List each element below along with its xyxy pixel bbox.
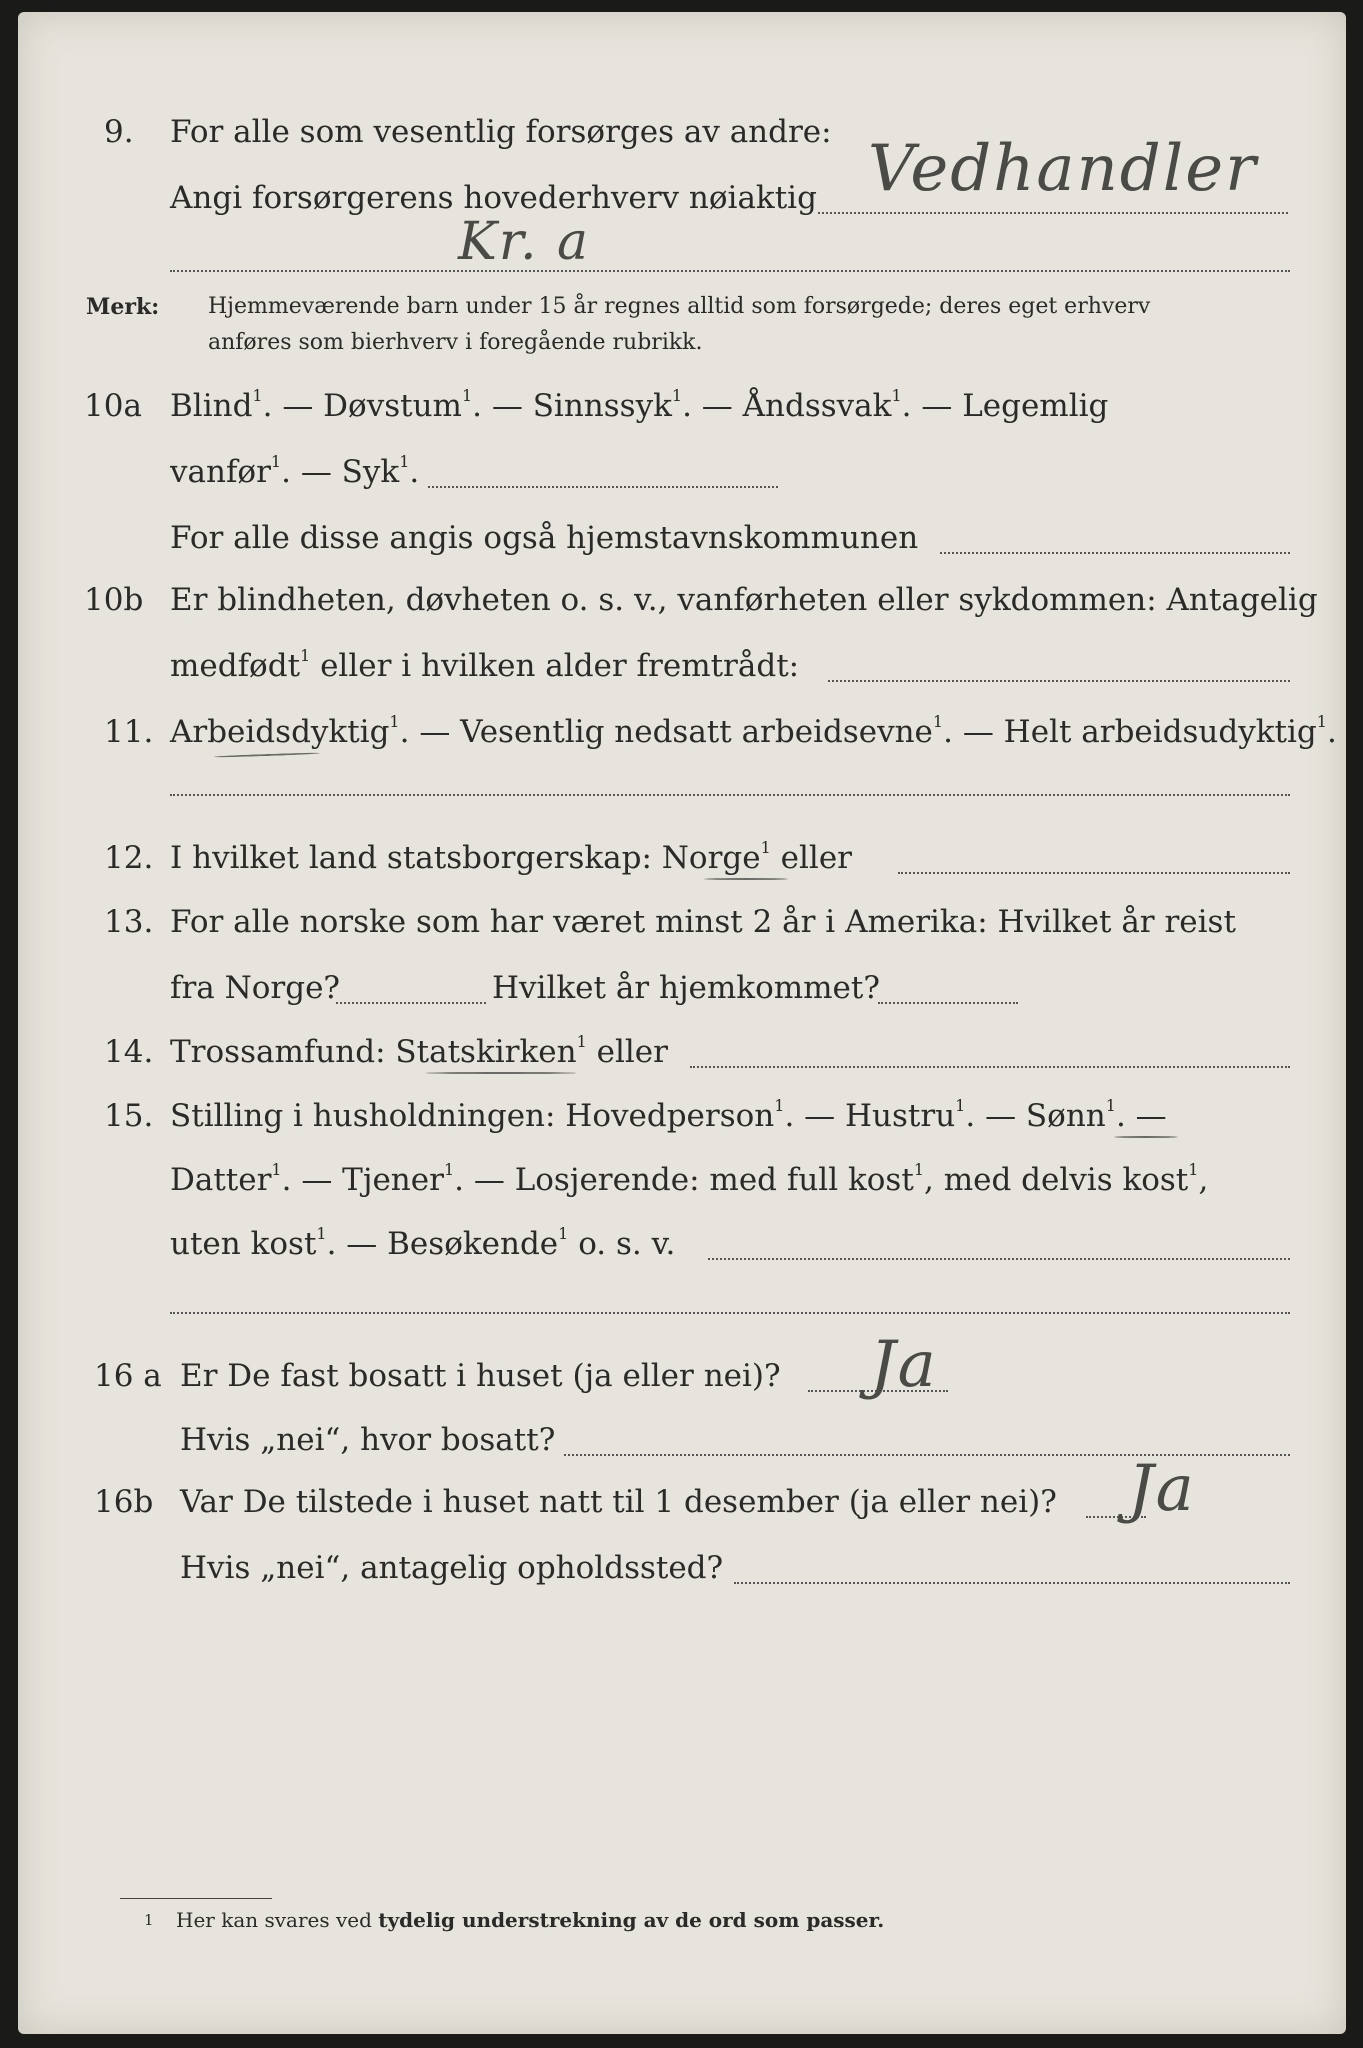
q9-handwritten-answer: Vedhandler	[868, 132, 1258, 206]
q12-underline-mark	[704, 878, 788, 880]
q10a-dovstum: Døvstum	[323, 388, 462, 424]
q16b-line2: Hvis „nei“, antagelig opholdssted?	[180, 1550, 724, 1586]
q9-answer-line-2	[170, 270, 1290, 272]
q16a-number: 16 a	[94, 1358, 162, 1394]
q11-line: Arbeidsdyktig$^1$. — Vesentlig nedsatt arbeidsevne$^1$. — Helt arbeidsudyktig$^1$.	[170, 712, 1337, 750]
q9-answer-line	[818, 212, 1288, 214]
q14-text: Trossamfund:	[170, 1034, 386, 1070]
q10a-sinnssyk: Sinnssyk	[532, 388, 672, 424]
q15-losjerende: Losjerende: med full kost	[514, 1162, 914, 1198]
q14-underline-mark	[426, 1072, 576, 1074]
q13-number: 13.	[104, 904, 154, 940]
q14-number: 14.	[104, 1034, 154, 1070]
q10b-line2: medfødt$^1$ eller i hvilken alder fremtrådt:	[170, 646, 800, 684]
q11-number: 11.	[104, 714, 154, 750]
q10a-line3: For alle disse angis også hjemstavnskommunen	[170, 520, 919, 556]
q16b-line1: Var De tilstede i huset natt til 1 desember (ja eller nei)?	[180, 1484, 1057, 1520]
q13-line1: For alle norske som har været minst 2 år i Amerika: Hvilket år reist	[170, 904, 1236, 940]
q15-sonn: Sønn	[1025, 1098, 1106, 1134]
q10a-line2: vanfør$^1$. — Syk$^1$.	[170, 452, 420, 490]
footnote-text	[176, 1906, 884, 1934]
q15-answer-line-2	[170, 1312, 1290, 1314]
form-body	[18, 12, 1346, 2034]
q10a-line1: Blind$^1$. — Døvstum$^1$. — Sinnssyk$^1$. — Åndssvak$^1$. — Legemlig	[170, 386, 1109, 424]
q11-arbeidsdyktig: Arbeidsdyktig	[170, 714, 390, 750]
q15-answer-line	[708, 1258, 1290, 1260]
q10a-blind: Blind	[170, 388, 253, 424]
q9-line1: For alle som vesentlig forsørges av andre:	[170, 114, 832, 150]
q14-line: Trossamfund: Statskirken$^1$ eller	[170, 1032, 668, 1070]
q15-underline-mark	[1114, 1136, 1178, 1138]
census-form-page	[18, 12, 1346, 2034]
footnote-text-a: Her kan svares ved	[176, 1908, 372, 1932]
q16a-handwritten-answer: Ja	[870, 1328, 938, 1402]
merk-line1: Hjemmeværende barn under 15 år regnes alltid som forsørgede; deres eget erhverv	[208, 294, 1151, 319]
footnote-text-b: tydelig understrekning av de ord som passer.	[378, 1908, 885, 1932]
footnote-rule	[120, 1898, 272, 1899]
q11-answer-line	[170, 794, 1290, 796]
q14-stat: Statskirken	[395, 1034, 577, 1070]
q15-line1: Stilling i husholdningen: Hovedperson$^1$. — Hustru$^1$. — Sønn$^1$. —	[170, 1096, 1167, 1134]
q10b-line1: Er blindheten, døvheten o. s. v., vanførheten eller sykdommen: Antagelig	[170, 582, 1318, 618]
q9-number: 9.	[104, 114, 134, 150]
q10b-line2-rest: eller i hvilken alder fremtrådt:	[320, 648, 800, 684]
q15-besokende: Besøkende	[387, 1226, 559, 1262]
merk-label: Merk:	[86, 294, 160, 320]
q15-line2: Datter$^1$. — Tjener$^1$. — Losjerende: med full kost$^1$, med delvis kost$^1$,	[170, 1160, 1209, 1198]
q14-answer-line	[690, 1066, 1290, 1068]
merk-line2: anføres som bierhverv i foregående rubrikk.	[208, 330, 703, 355]
q12-answer-line	[898, 872, 1290, 874]
q16b-answer-line-2	[734, 1582, 1290, 1584]
q10a-answer-line	[428, 486, 778, 488]
q11-helt: Helt arbeidsudyktig	[1003, 714, 1317, 750]
q15-line3: uten kost$^1$. — Besøkende$^1$ o. s. v.	[170, 1224, 676, 1262]
q16a-line2: Hvis „nei“, hvor bosatt?	[180, 1422, 556, 1458]
q15-line1a: Stilling i husholdningen: Hovedperson	[170, 1098, 775, 1134]
q11-underline-mark	[214, 752, 320, 758]
q16a-line1: Er De fast bosatt i huset (ja eller nei)?	[180, 1358, 781, 1394]
q16b-handwritten-answer: Ja	[1128, 1452, 1196, 1526]
q10b-answer-line	[828, 680, 1290, 682]
q13-fra: fra Norge?	[170, 970, 341, 1006]
q10a-vanfor: vanfør	[170, 454, 271, 490]
q12-eller: eller	[780, 840, 852, 876]
q10a-syk: Syk	[341, 454, 400, 490]
q10a-number: 10a	[84, 388, 142, 424]
q14-eller: eller	[596, 1034, 668, 1070]
q15-datter: Datter	[170, 1162, 272, 1198]
q13-hjem-line	[878, 1002, 1018, 1004]
q15-hustru: Hustru	[845, 1098, 956, 1134]
q15-delvis: med delvis kost	[943, 1162, 1189, 1198]
q12-text: I hvilket land statsborgerskap:	[170, 840, 652, 876]
q16b-number: 16b	[94, 1484, 154, 1520]
q15-number: 15.	[104, 1098, 154, 1134]
q10a-legemlig: Legemlig	[962, 388, 1109, 424]
q10a-answer-line-2	[940, 552, 1290, 554]
q12-line: I hvilket land statsborgerskap: Norge$^1$ eller	[170, 838, 852, 876]
q9-handwritten-answer-2: Kr. a	[458, 212, 591, 272]
q10b-number: 10b	[84, 582, 144, 618]
footnote-mark: 1	[144, 1911, 154, 1929]
q13-fra-line	[336, 1002, 486, 1004]
q15-tjener: Tjener	[342, 1162, 444, 1198]
q9-line2: Angi forsørgerens hovederhverv nøiaktig	[170, 180, 817, 216]
q12-number: 12.	[104, 840, 154, 876]
q12-norge: Norge	[661, 840, 761, 876]
q11-vesentlig: Vesentlig nedsatt arbeidsevne	[460, 714, 933, 750]
q13-hjem: Hvilket år hjemkommet?	[492, 970, 880, 1006]
q15-uten: uten kost	[170, 1226, 317, 1262]
q10a-andssvak: Åndssvak	[742, 388, 892, 424]
q10b-medfodt: medfødt	[170, 648, 301, 684]
q15-osv: o. s. v.	[578, 1226, 676, 1262]
